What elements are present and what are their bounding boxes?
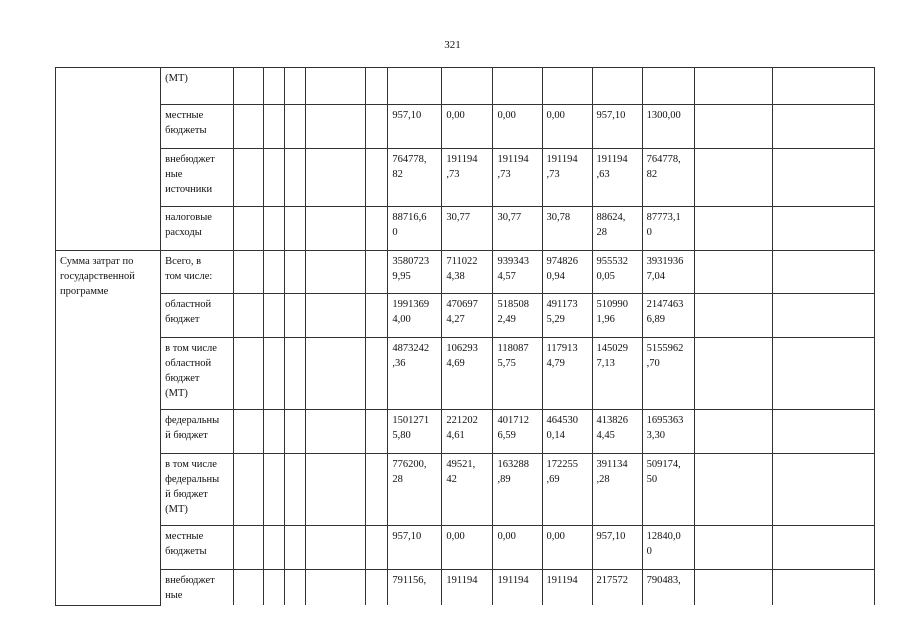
cell-line: 955532 (596, 256, 629, 267)
amount-cell (388, 68, 442, 105)
cell-line: 957,10 (596, 531, 626, 542)
amount-cell (493, 338, 542, 410)
amount-cell (542, 149, 592, 207)
code-cell (234, 294, 264, 338)
cell-line: 518508 (497, 299, 529, 310)
cell-line: 7,04 (646, 271, 665, 282)
cell-line: программе (60, 286, 109, 297)
cell-line: 0,00 (497, 110, 516, 121)
code-cell (306, 570, 366, 606)
page-number: 321 (444, 39, 461, 51)
cell-line: 509174, (646, 459, 681, 470)
amount-cell (442, 454, 493, 526)
cell-line: 191194 (497, 575, 529, 586)
cell-line: бюджет (165, 314, 200, 325)
code-cell (285, 251, 306, 294)
cell-line: 117913 (546, 343, 578, 354)
cell-line: ,70 (646, 358, 660, 369)
funding-source-label (161, 410, 234, 454)
cell-line: ,73 (446, 169, 460, 180)
cell-line: ,73 (546, 169, 560, 180)
cell-line: 28 (596, 227, 608, 238)
section-cell-program-total (56, 251, 161, 606)
code-cell (285, 526, 306, 570)
cell-line: й бюджет (165, 489, 208, 500)
amount-cell (388, 149, 442, 207)
amount-cell (642, 454, 694, 526)
amount-cell (592, 207, 642, 251)
cell-line: 172255 (546, 459, 578, 470)
cell-line: 87773,1 (646, 212, 681, 223)
amount-cell (388, 570, 442, 606)
cell-line: 939343 (497, 256, 529, 267)
amount-cell (592, 338, 642, 410)
cell-line: 957,10 (392, 531, 422, 542)
table-row (56, 149, 875, 207)
amount-cell (388, 207, 442, 251)
amount-cell (388, 294, 442, 338)
amount-cell (493, 454, 542, 526)
code-cell (234, 410, 264, 454)
cell-line: 413826 (596, 415, 629, 426)
cell-line: бюджеты (165, 546, 207, 557)
cell-line: 6,59 (497, 430, 516, 441)
cell-line: 30,78 (546, 212, 571, 223)
code-cell (366, 338, 388, 410)
cell-line: источники (165, 184, 213, 195)
cell-line: 7,13 (596, 358, 615, 369)
cell-line: внебюджет (165, 154, 215, 165)
cell-line: 491173 (546, 299, 578, 310)
amount-cell (442, 207, 493, 251)
cell-line: 711022 (446, 256, 478, 267)
cell-line: 0,05 (596, 271, 615, 282)
amount-cell (493, 207, 542, 251)
funding-source-label (161, 68, 234, 105)
amount-cell (592, 294, 642, 338)
cell-line: 191194 (546, 575, 578, 586)
code-cell (366, 207, 388, 251)
code-cell (264, 105, 285, 149)
cell-line: 791156, (392, 575, 427, 586)
amount-cell (592, 251, 642, 294)
cell-line: 4,38 (446, 271, 465, 282)
amount-cell (592, 105, 642, 149)
code-cell (234, 570, 264, 606)
cell-line: 118087 (497, 343, 529, 354)
cell-line: 191194 (596, 154, 628, 165)
cell-line: 764778, (646, 154, 681, 165)
code-cell (306, 68, 366, 105)
amount-cell (542, 251, 592, 294)
code-cell (264, 251, 285, 294)
cell-line: 1,96 (596, 314, 615, 325)
note-cell (694, 149, 772, 207)
cell-line: ,73 (497, 169, 511, 180)
amount-cell (442, 294, 493, 338)
note-cell (772, 454, 874, 526)
cell-line: 4,27 (446, 314, 465, 325)
funding-source-label (161, 105, 234, 149)
code-cell (234, 149, 264, 207)
amount-cell (442, 338, 493, 410)
code-cell (285, 570, 306, 606)
amount-cell (642, 410, 694, 454)
cell-line: 1991369 (392, 299, 430, 310)
amount-cell (493, 251, 542, 294)
table-row (56, 526, 875, 570)
cell-line: 9,95 (392, 271, 411, 282)
note-cell (772, 338, 874, 410)
amount-cell (493, 570, 542, 606)
cell-line: Сумма затрат по (60, 256, 134, 267)
note-cell (772, 526, 874, 570)
amount-cell (542, 570, 592, 606)
code-cell (264, 526, 285, 570)
table-row (56, 410, 875, 454)
code-cell (306, 251, 366, 294)
cell-line: 0,14 (546, 430, 565, 441)
cell-line: областной (165, 358, 212, 369)
amount-cell (592, 149, 642, 207)
cell-line: 30,77 (446, 212, 471, 223)
code-cell (306, 207, 366, 251)
cell-line: в том числе (165, 459, 217, 470)
amount-cell (542, 68, 592, 105)
note-cell (772, 251, 874, 294)
cell-line: 401712 (497, 415, 529, 426)
program-cost-table (55, 67, 875, 606)
cell-line: 82 (392, 169, 403, 180)
cell-line: 0,00 (446, 110, 465, 121)
funding-source-label (161, 251, 234, 294)
cell-line: 163288 (497, 459, 529, 470)
cell-line: 2,49 (497, 314, 516, 325)
cell-line: 1501271 (392, 415, 430, 426)
cell-line: 5,29 (546, 314, 565, 325)
cell-line: 1300,00 (646, 110, 681, 121)
cell-line: федеральны (165, 415, 220, 426)
note-cell (694, 207, 772, 251)
cell-line: 4,45 (596, 430, 615, 441)
amount-cell (442, 410, 493, 454)
note-cell (694, 338, 772, 410)
cell-line: 88624, (596, 212, 626, 223)
cell-line: расходы (165, 227, 202, 238)
cell-line: 191194 (446, 154, 478, 165)
amount-cell (442, 526, 493, 570)
cell-line: 28 (392, 474, 403, 485)
cell-line: 510990 (596, 299, 629, 310)
cell-line: 221202 (446, 415, 478, 426)
amount-cell (493, 294, 542, 338)
code-cell (366, 149, 388, 207)
cell-line: 3580723 (392, 256, 430, 267)
cell-line: 2147463 (646, 299, 684, 310)
amount-cell (493, 105, 542, 149)
amount-cell (642, 251, 694, 294)
cell-line: 957,10 (392, 110, 422, 121)
cell-line: 790483, (646, 575, 681, 586)
code-cell (366, 570, 388, 606)
cell-line: ные (165, 169, 183, 180)
amount-cell (592, 570, 642, 606)
amount-cell (642, 294, 694, 338)
code-cell (264, 338, 285, 410)
amount-cell (442, 68, 493, 105)
cell-line: в том числе (165, 343, 217, 354)
cell-line: 974826 (546, 256, 578, 267)
table-row (56, 251, 875, 294)
funding-source-label (161, 526, 234, 570)
cell-line: областной (165, 299, 212, 310)
cell-line: 5,75 (497, 358, 516, 369)
cell-line: государственной (60, 271, 135, 282)
cell-line: 82 (646, 169, 658, 180)
code-cell (234, 105, 264, 149)
cell-line: 391134 (596, 459, 628, 470)
code-cell (366, 251, 388, 294)
amount-cell (493, 526, 542, 570)
cell-line: федеральны (165, 474, 220, 485)
code-cell (285, 294, 306, 338)
code-cell (306, 338, 366, 410)
amount-cell (592, 410, 642, 454)
cell-line: (МТ) (165, 73, 188, 84)
amount-cell (542, 338, 592, 410)
cell-line: 464530 (546, 415, 578, 426)
code-cell (366, 294, 388, 338)
code-cell (285, 68, 306, 105)
amount-cell (542, 454, 592, 526)
cell-line: ,89 (497, 474, 511, 485)
cell-line: 0,00 (446, 531, 465, 542)
amount-cell (442, 149, 493, 207)
cell-line: 0,00 (546, 531, 565, 542)
code-cell (366, 526, 388, 570)
cell-line: 145029 (596, 343, 629, 354)
cell-line: 0 (646, 227, 652, 238)
cell-line: 12840,0 (646, 531, 681, 542)
cell-line: 88716,6 (392, 212, 427, 223)
amount-cell (642, 570, 694, 606)
note-cell (772, 149, 874, 207)
code-cell (264, 454, 285, 526)
code-cell (285, 338, 306, 410)
cell-line: 0,00 (497, 531, 516, 542)
code-cell (285, 105, 306, 149)
amount-cell (542, 526, 592, 570)
note-cell (772, 207, 874, 251)
cell-line: 4,69 (446, 358, 465, 369)
note-cell (694, 251, 772, 294)
cell-line: (МТ) (165, 388, 188, 399)
cell-line: 0,94 (546, 271, 565, 282)
cell-line: 4,00 (392, 314, 411, 325)
cell-line: 3931936 (646, 256, 684, 267)
funding-source-label (161, 454, 234, 526)
cell-line: местные (165, 110, 204, 121)
cell-line: 4,61 (446, 430, 465, 441)
amount-cell (542, 410, 592, 454)
note-cell (772, 410, 874, 454)
amount-cell (493, 68, 542, 105)
code-cell (366, 454, 388, 526)
amount-cell (442, 105, 493, 149)
cell-line: й бюджет (165, 430, 208, 441)
code-cell (234, 68, 264, 105)
cell-line: 106293 (446, 343, 478, 354)
cell-line: 4,57 (497, 271, 516, 282)
cell-line: 217572 (596, 575, 629, 586)
code-cell (285, 207, 306, 251)
note-cell (772, 294, 874, 338)
code-cell (306, 410, 366, 454)
amount-cell (388, 454, 442, 526)
funding-source-label (161, 570, 234, 606)
code-cell (366, 410, 388, 454)
code-cell (234, 526, 264, 570)
cell-line: (МТ) (165, 504, 188, 515)
cell-line: 1695363 (646, 415, 684, 426)
cell-line: 3,30 (646, 430, 665, 441)
amount-cell (442, 570, 493, 606)
code-cell (234, 251, 264, 294)
funding-source-label (161, 207, 234, 251)
amount-cell (542, 207, 592, 251)
table-row (56, 207, 875, 251)
cell-line: 50 (646, 474, 658, 485)
cell-line: 5,80 (392, 430, 411, 441)
amount-cell (542, 294, 592, 338)
table-row (56, 454, 875, 526)
note-cell (694, 68, 772, 105)
note-cell (772, 570, 874, 606)
section-cell-previous (56, 68, 161, 251)
amount-cell (388, 410, 442, 454)
code-cell (306, 526, 366, 570)
table-row (56, 105, 875, 149)
cell-line: 49521, (446, 459, 476, 470)
cell-line: ные (165, 590, 183, 601)
code-cell (264, 68, 285, 105)
cell-line: 6,89 (646, 314, 665, 325)
amount-cell (592, 526, 642, 570)
code-cell (264, 207, 285, 251)
note-cell (694, 526, 772, 570)
cell-line: 0,00 (546, 110, 565, 121)
amount-cell (442, 251, 493, 294)
note-cell (694, 454, 772, 526)
cell-line: 0 (392, 227, 398, 238)
note-cell (772, 105, 874, 149)
cell-line: 30,77 (497, 212, 522, 223)
funding-source-label (161, 149, 234, 207)
code-cell (234, 207, 264, 251)
amount-cell (493, 149, 542, 207)
table-row (56, 570, 875, 606)
cell-line: ,69 (546, 474, 560, 485)
cell-line: бюджеты (165, 125, 207, 136)
code-cell (234, 338, 264, 410)
cell-line: 4,79 (546, 358, 565, 369)
code-cell (285, 410, 306, 454)
amount-cell (642, 68, 694, 105)
amount-cell (388, 338, 442, 410)
amount-cell (592, 454, 642, 526)
note-cell (694, 570, 772, 606)
code-cell (366, 68, 388, 105)
cell-line: 0 (646, 546, 652, 557)
code-cell (306, 105, 366, 149)
amount-cell (642, 207, 694, 251)
table-row (56, 294, 875, 338)
amount-cell (388, 105, 442, 149)
cell-line: местные (165, 531, 204, 542)
note-cell (694, 294, 772, 338)
table-row (56, 338, 875, 410)
cell-line: ,63 (596, 169, 610, 180)
cell-line: налоговые (165, 212, 212, 223)
cell-line: 776200, (392, 459, 427, 470)
amount-cell (592, 68, 642, 105)
note-cell (694, 105, 772, 149)
code-cell (234, 454, 264, 526)
note-cell (694, 410, 772, 454)
amount-cell (642, 105, 694, 149)
code-cell (264, 294, 285, 338)
amount-cell (388, 251, 442, 294)
cell-line: 957,10 (596, 110, 626, 121)
cell-line: 191194 (446, 575, 478, 586)
cell-line: внебюджет (165, 575, 215, 586)
cell-line: 764778, (392, 154, 427, 165)
cell-line: том числе: (165, 271, 213, 282)
cell-line: ,28 (596, 474, 610, 485)
amount-cell (388, 526, 442, 570)
code-cell (285, 454, 306, 526)
note-cell (772, 68, 874, 105)
amount-cell (642, 338, 694, 410)
code-cell (306, 454, 366, 526)
cell-line: 42 (446, 474, 457, 485)
code-cell (264, 570, 285, 606)
cell-line: 191194 (546, 154, 578, 165)
code-cell (264, 149, 285, 207)
amount-cell (493, 410, 542, 454)
cell-line: Всего, в (165, 256, 202, 267)
cell-line: 5155962 (646, 343, 684, 354)
cell-line: бюджет (165, 373, 200, 384)
cell-line: 4873242 (392, 343, 430, 354)
code-cell (366, 105, 388, 149)
code-cell (285, 149, 306, 207)
amount-cell (542, 105, 592, 149)
cell-line: 470697 (446, 299, 478, 310)
cell-line: 191194 (497, 154, 529, 165)
table-row (56, 68, 875, 105)
code-cell (306, 294, 366, 338)
cell-line: ,36 (392, 358, 406, 369)
code-cell (306, 149, 366, 207)
code-cell (264, 410, 285, 454)
amount-cell (642, 149, 694, 207)
funding-source-label (161, 338, 234, 410)
amount-cell (642, 526, 694, 570)
funding-source-label (161, 294, 234, 338)
